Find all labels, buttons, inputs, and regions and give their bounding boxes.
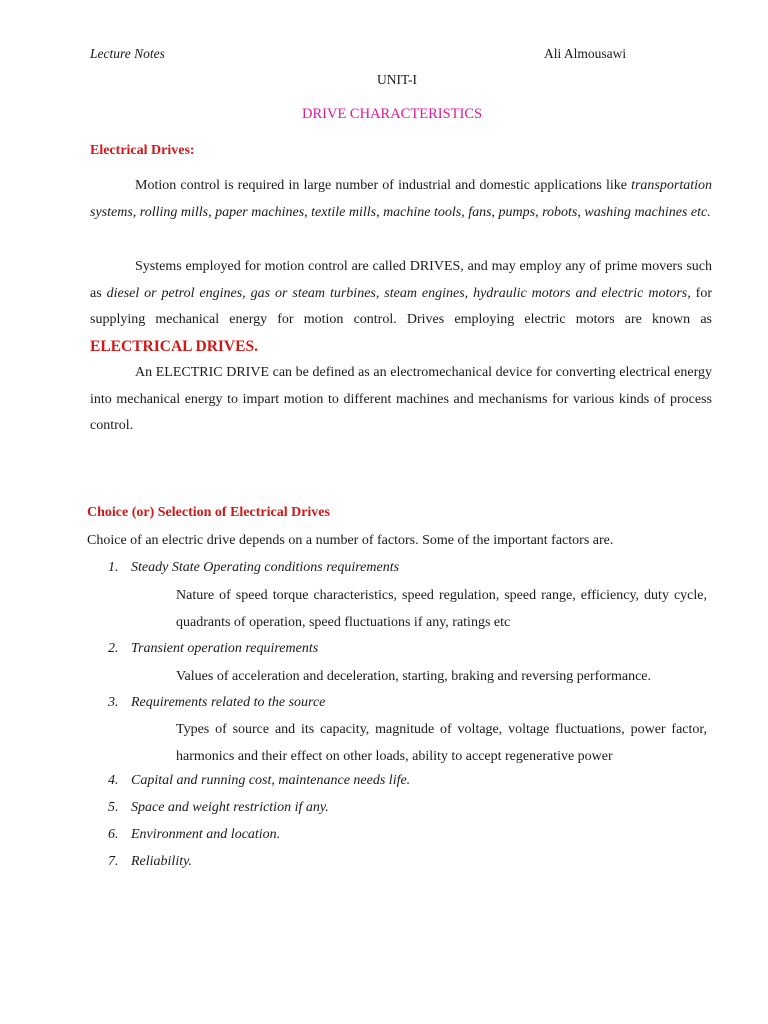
list-number: 6. <box>108 827 119 842</box>
list-item-detail: Types of source and its capacity, magnitude of voltage, voltage fluctuations, power factor, harmonics and their effect on other loads, ability to accept regenerative power <box>176 722 707 764</box>
paragraph-motion-control <box>90 173 712 226</box>
p2-prime-movers: diesel or petrol engines, gas or steam turbines, steam engines, hydraulic motors and electric motors, <box>106 285 691 301</box>
list-item-label: Reliability. <box>131 854 193 869</box>
p1-lead: Motion control is required in large number of industrial and domestic applications like <box>135 178 632 193</box>
document-title: DRIVE CHARACTERISTICS <box>302 106 483 122</box>
paragraph-drives-definition <box>90 254 712 361</box>
paragraph-electric-drive <box>90 360 712 440</box>
list-item-label: Space and weight restriction if any. <box>131 800 329 815</box>
p2-lead: Systems employed for motion control are called DRIVES, and may employ any of prime movers such as <box>90 259 712 301</box>
list-number: 4. <box>108 773 119 788</box>
list-item-label: Requirements related to the source <box>131 695 326 710</box>
list-item-label: Environment and location. <box>131 827 281 842</box>
list-item-label: Steady State Operating conditions requirements <box>131 560 400 575</box>
list-item-label: Transient operation requirements <box>131 641 319 656</box>
section-heading-electrical-drives: Electrical Drives: <box>90 143 195 158</box>
selection-intro: Choice of an electric drive depends on a number of factors. Some of the important factors are. <box>87 533 614 548</box>
p2-tail: for supplying mechanical energy for motion control. Drives employing electric motors are known as <box>90 285 712 327</box>
section-heading-selection: Choice (or) Selection of Electrical Drives <box>87 505 330 520</box>
list-item-detail: Nature of speed torque characteristics, speed regulation, speed range, efficiency, duty cycle, quadrants of operation, speed fluctuations if any, ratings etc <box>176 588 707 630</box>
list-number: 7. <box>108 854 119 869</box>
header-author: Ali Almousawi <box>544 46 627 61</box>
list-number: 3. <box>108 695 119 710</box>
header-left: Lecture Notes <box>90 46 165 61</box>
list-number: 1. <box>108 560 119 575</box>
p1-examples: transportation systems, rolling mills, paper machines, textile mills, machine tools, fans, pumps, robots, washing machines etc. <box>90 178 712 220</box>
electrical-drives-emphasis: ELECTRICAL DRIVES. <box>90 337 258 355</box>
list-number: 2. <box>108 641 119 656</box>
unit-label: UNIT-I <box>377 72 417 87</box>
list-number: 5. <box>108 800 119 815</box>
list-item-label: Capital and running cost, maintenance needs life. <box>131 773 411 788</box>
p3-text: An ELECTRIC DRIVE can be defined as an electromechanical device for converting electrical energy into mechanical energy to impart motion to different machines and mechanisms for various kinds of process control. <box>90 365 712 433</box>
list-item-detail: Values of acceleration and deceleration, starting, braking and reversing performance. <box>176 669 652 684</box>
